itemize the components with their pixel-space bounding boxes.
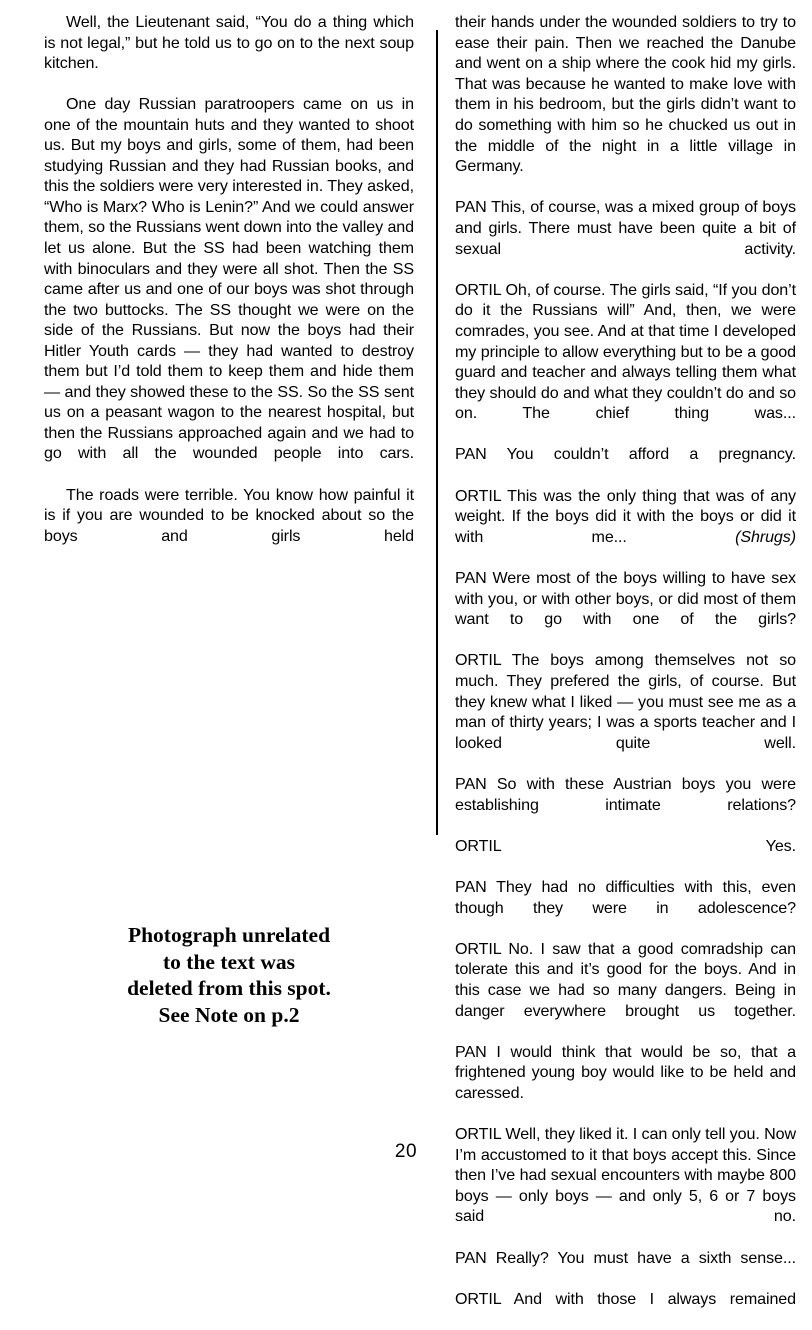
- transcript-turn: PAN Really? You must have a sixth sense...: [455, 1248, 796, 1267]
- transcript-turn: ORTIL Oh, of course. The girls said, “If you don’t do it the Russians will” And, then, we were comrades, you see. And at that time I developed my principle to allow everything but to be a good guard and teacher and always telling them what they should do and what they couldn’t do and so on. The chief thing was...: [455, 280, 796, 423]
- photo-removed-note: [44, 922, 414, 1028]
- paragraph: One day Russian paratroopers came on us in one of the mountain huts and they wanted to shoot us. But my boys and girls, some of them, had been studying Russian and they had Russian books, and this the soldiers were very interested in. They asked, “Who is Marx? Who is Lenin?” And we could answer them, so the Russians went down into the valley and let us alone. But the SS had been watching them with binoculars and they were all shot. Then the SS came after us and one of our boys was shot through the two buttocks. The SS thought we were on the side of the Russians. But now the boys had their Hitler Youth cards — they had wanted to destroy them but I’d told them to keep them and hide them — and they showed these to the SS. So the SS sent us on a peasant wagon to the nearest hospital, but then the Russians approached again and we had to go with all the wounded people into cars.: [44, 95, 414, 463]
- transcript-turn: PAN I would think that would be so, that a frightened young boy would like to be held and caressed.: [455, 1042, 796, 1102]
- transcript-turn: PAN Were most of the boys willing to have sex with you, or with other boys, or did most of them want to go with one of the girls?: [455, 569, 796, 629]
- transcript-turn: PAN They had no difficulties with this, even though they were in adolescence?: [455, 877, 796, 917]
- stage-direction: (Shrugs): [735, 527, 796, 546]
- column-divider-rule: [436, 30, 438, 835]
- photo-note-line: See Note on p.2: [158, 1002, 300, 1027]
- paragraph: The roads were terrible. You know how painful it is if you are wounded to be knocked about so the boys and girls held: [44, 485, 414, 545]
- transcript-turn: PAN This, of course, was a mixed group of boys and girls. There must have been quite a bit of sexual activity.: [455, 198, 796, 258]
- transcript-turn-text: ORTIL This was the only thing that was of any weight. If the boys did it with the boys or did it with me...: [455, 486, 796, 546]
- transcript-turn: their hands under the wounded soldiers to try to ease their pain. Then we reached the Danube and went on a ship where the cook hid my girls. That was because he wanted to make love with them in his bedroom, but the girls didn’t want to do something with him so he chucked us out in the middle of the night in a little village in Germany.: [455, 13, 796, 176]
- left-column: [44, 12, 414, 567]
- transcript-turn: ORTIL And with those I always remained: [455, 1289, 796, 1308]
- transcript-turn: ORTIL Well, they liked it. I can only tell you. Now I’m accustomed to it that boys accept this. Since then I’ve had sexual encounters with maybe 800 boys — only boys — and only 5, 6 or 7 boys said no.: [455, 1125, 796, 1226]
- transcript-turn: PAN So with these Austrian boys you were establishing intimate relations?: [455, 774, 796, 814]
- right-column: [455, 12, 796, 1330]
- transcript-turn: [455, 486, 796, 568]
- transcript-turn: ORTIL The boys among themselves not so much. They prefered the girls, of course. But they knew what I liked — you must see me as a man of thirty years; I was a sports teacher and I looked quite well.: [455, 651, 796, 752]
- paragraph: Well, the Lieutenant said, “You do a thing which is not legal,” but he told us to go on to the next soup kitchen.: [44, 13, 414, 73]
- page-number: 20: [394, 1141, 418, 1162]
- photo-note-line: deleted from this spot.: [127, 976, 331, 1000]
- photo-note-line: Photograph unrelated: [127, 923, 331, 947]
- photo-note-line: to the text was: [163, 949, 295, 974]
- transcript-turn: PAN You couldn’t afford a pregnancy.: [455, 445, 796, 464]
- transcript-turn: ORTIL No. I saw that a good comradship can tolerate this and it’s good for the boys. And in this case we had so many dangers. Being in danger everywhere brought us together.: [455, 939, 796, 1020]
- transcript-turn: ORTIL Yes.: [455, 836, 796, 855]
